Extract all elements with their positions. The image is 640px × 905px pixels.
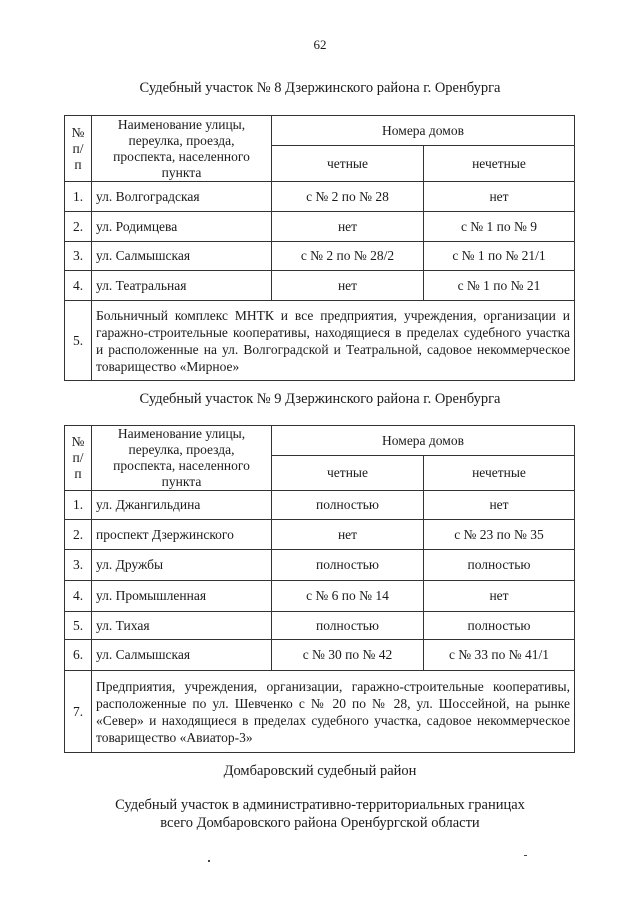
table-row <box>65 581 575 612</box>
table-row <box>65 520 575 550</box>
table-header-row <box>65 116 575 146</box>
street-name: ул. Тихая <box>92 612 272 640</box>
even-numbers: с № 2 по № 28 <box>272 182 424 212</box>
header-odd: нечетные <box>424 146 575 182</box>
section-9-title: Судебный участок № 9 Дзержинского района г. Оренбурга <box>139 391 501 407</box>
header-odd: нечетные <box>424 456 575 491</box>
even-numbers: полностью <box>272 550 424 581</box>
header-street-name: Наименование улицы, переулка, проезда, проспекта, населенного пункта <box>92 116 272 182</box>
row-number: 2. <box>65 520 92 550</box>
header-house-numbers: Номера домов <box>272 116 575 146</box>
street-name: ул. Салмышская <box>92 242 272 271</box>
street-name: ул. Волгоградская <box>92 182 272 212</box>
table-row <box>65 182 575 212</box>
row-number: 2. <box>65 212 92 242</box>
table-row <box>65 491 575 520</box>
even-numbers: нет <box>272 271 424 301</box>
odd-numbers: с № 1 по № 21 <box>424 271 575 301</box>
header-even: четные <box>272 456 424 491</box>
section-8-title: Судебный участок № 8 Дзержинского района г. Оренбурга <box>139 80 501 96</box>
scan-speck <box>524 855 527 856</box>
district-title: Домбаровский судебный район <box>223 763 417 779</box>
header-house-numbers: Номера домов <box>272 426 575 456</box>
table-row <box>65 550 575 581</box>
street-name: проспект Дзержинского <box>92 520 272 550</box>
even-numbers: полностью <box>272 491 424 520</box>
row-number: 5. <box>65 612 92 640</box>
odd-numbers: полностью <box>424 612 575 640</box>
note-text: Предприятия, учреждения, организации, гаражно-строительные кооперативы, расположенные по ул. Шевченко с № 20 по № 28, ул. Шоссейной, на рынке «Север» и находящиеся в пределах судебного участка, садовое некоммерческое товарищество «Авиатор-3» <box>92 671 575 753</box>
row-number: 7. <box>65 671 92 753</box>
table-row <box>65 271 575 301</box>
street-name: ул. Промышленная <box>92 581 272 612</box>
table-row <box>65 212 575 242</box>
note-text: Больничный комплекс МНТК и все предприятия, учреждения, организации и гаражно-строительные кооперативы, находящиеся в пределах судебного участка и расположенные на ул. Волгоградской и Театральной, садовое некоммерческое товарищество «Мирное» <box>92 301 575 381</box>
section-dombarovsky-title-line1: Судебный участок в административно-территориальных границах <box>115 797 525 813</box>
page-number: 62 <box>313 37 327 52</box>
row-number: 6. <box>65 640 92 671</box>
table-header-row <box>65 426 575 456</box>
street-name: ул. Джангильдина <box>92 491 272 520</box>
row-number: 4. <box>65 581 92 612</box>
odd-numbers: нет <box>424 491 575 520</box>
row-number: 1. <box>65 491 92 520</box>
even-numbers: нет <box>272 520 424 550</box>
row-number: 1. <box>65 182 92 212</box>
row-number: 3. <box>65 550 92 581</box>
even-numbers: с № 30 по № 42 <box>272 640 424 671</box>
section-dombarovsky-title-line2: всего Домбаровского района Оренбургской области <box>160 815 480 831</box>
table-note-row <box>65 301 575 381</box>
odd-numbers: с № 1 по № 9 <box>424 212 575 242</box>
row-number: 5. <box>65 301 92 381</box>
even-numbers: нет <box>272 212 424 242</box>
section-9-table <box>64 425 575 753</box>
even-numbers: с № 2 по № 28/2 <box>272 242 424 271</box>
header-even: четные <box>272 146 424 182</box>
header-num: № п/п <box>65 116 92 182</box>
header-street-name: Наименование улицы, переулка, проезда, проспекта, населенного пункта <box>92 426 272 491</box>
section-8-table <box>64 115 575 381</box>
row-number: 3. <box>65 242 92 271</box>
table-note-row <box>65 671 575 753</box>
street-name: ул. Театральная <box>92 271 272 301</box>
scan-speck <box>208 860 210 862</box>
street-name: ул. Салмышская <box>92 640 272 671</box>
odd-numbers: с № 23 по № 35 <box>424 520 575 550</box>
row-number: 4. <box>65 271 92 301</box>
street-name: ул. Дружбы <box>92 550 272 581</box>
street-name: ул. Родимцева <box>92 212 272 242</box>
table-row <box>65 640 575 671</box>
odd-numbers: полностью <box>424 550 575 581</box>
odd-numbers: нет <box>424 182 575 212</box>
header-num: № п/п <box>65 426 92 491</box>
odd-numbers: с № 33 по № 41/1 <box>424 640 575 671</box>
table-row <box>65 612 575 640</box>
odd-numbers: нет <box>424 581 575 612</box>
even-numbers: полностью <box>272 612 424 640</box>
odd-numbers: с № 1 по № 21/1 <box>424 242 575 271</box>
table-row <box>65 242 575 271</box>
even-numbers: с № 6 по № 14 <box>272 581 424 612</box>
